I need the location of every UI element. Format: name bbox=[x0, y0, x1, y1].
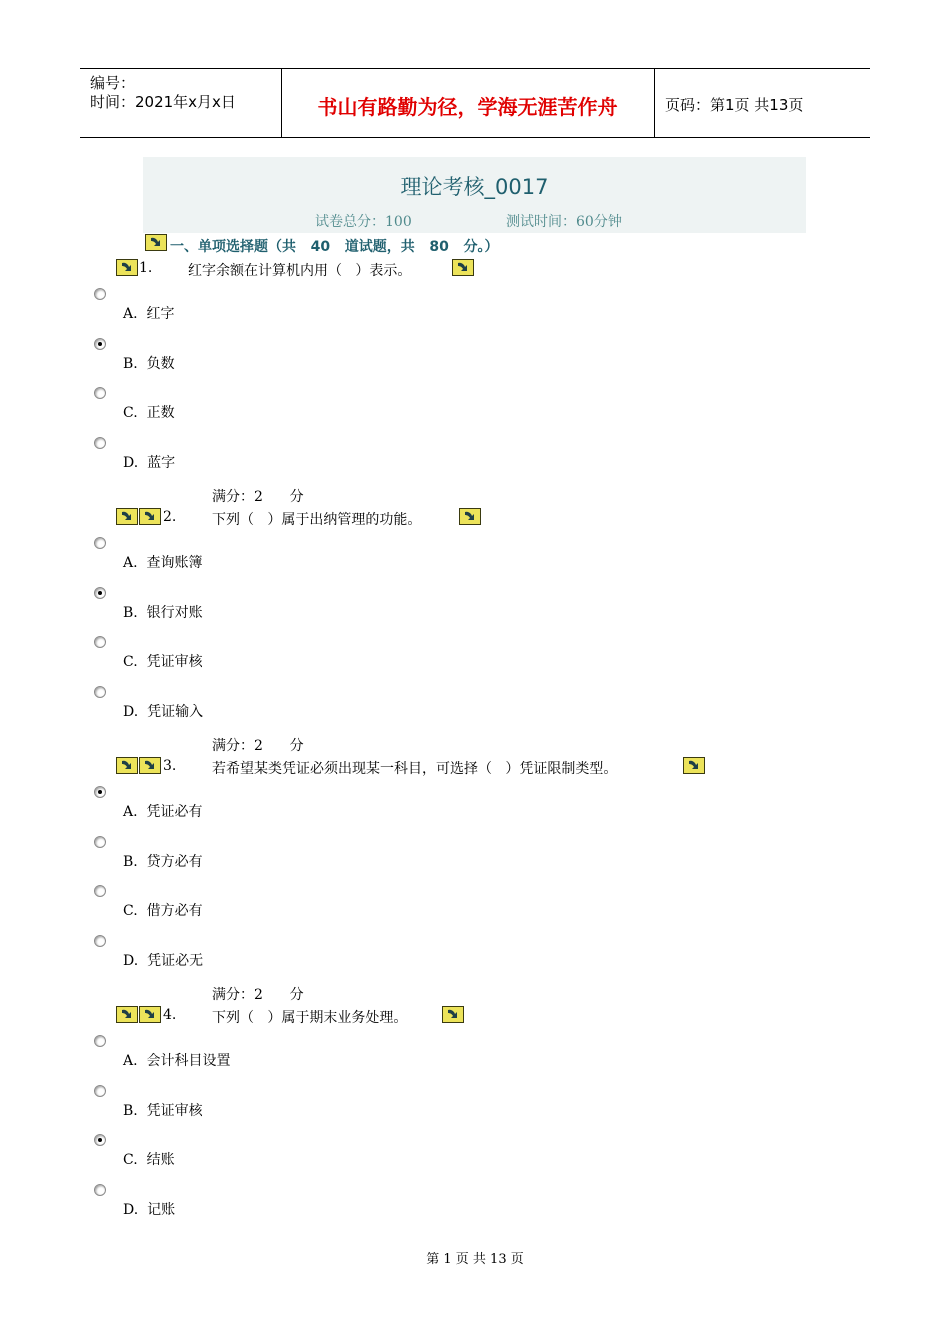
question-score: 满分：2 分 bbox=[212, 489, 304, 505]
option-label: B. 负数 bbox=[123, 355, 175, 372]
option-radio[interactable] bbox=[94, 338, 106, 350]
total-score: 试卷总分：100 bbox=[315, 214, 412, 230]
question-link-icon[interactable] bbox=[116, 259, 138, 276]
option-radio[interactable] bbox=[94, 636, 106, 648]
question-text: 若希望某类凭证必须出现某一科目，可选择（ ）凭证限制类型。 bbox=[212, 761, 618, 777]
option-label: D. 凭证输入 bbox=[123, 704, 204, 721]
exam-title-box bbox=[143, 157, 806, 233]
option-radio[interactable] bbox=[94, 437, 106, 449]
section-title: 一、单项选择题（共 40 道试题，共 80 分。） bbox=[170, 239, 499, 255]
section-link-icon[interactable] bbox=[145, 234, 167, 251]
motto: 书山有路勤为径，学海无涯苦作舟 bbox=[317, 95, 618, 119]
exam-title: 理论考核_0017 bbox=[400, 175, 549, 199]
question-number: 3. bbox=[163, 758, 177, 774]
question-number: 2. bbox=[163, 509, 177, 525]
option-radio[interactable] bbox=[94, 1085, 106, 1097]
header-right-cell bbox=[655, 69, 870, 137]
option-label: C. 借方必有 bbox=[123, 903, 203, 920]
option-label: A. 查询账簿 bbox=[123, 555, 203, 571]
option-label: B. 凭证审核 bbox=[123, 1102, 203, 1119]
option-label: C. 结账 bbox=[123, 1152, 175, 1169]
test-time: 测试时间：60分钟 bbox=[506, 214, 622, 230]
option-radio[interactable] bbox=[94, 786, 106, 798]
option-radio[interactable] bbox=[94, 288, 106, 300]
option-label: C. 正数 bbox=[123, 405, 175, 422]
option-label: B. 贷方必有 bbox=[123, 853, 203, 870]
question-link-icon[interactable] bbox=[442, 1006, 464, 1023]
page-header bbox=[80, 68, 870, 138]
page-info: 页码：第1页 共13页 bbox=[665, 96, 804, 114]
question-text: 下列（ ）属于出纳管理的功能。 bbox=[212, 512, 422, 528]
question-link-icon[interactable] bbox=[452, 259, 474, 276]
question-link-icon[interactable] bbox=[683, 757, 705, 774]
question-score: 满分：2 分 bbox=[212, 987, 304, 1003]
header-left-cell bbox=[80, 69, 282, 137]
question-text: 下列（ ）属于期末业务处理。 bbox=[212, 1010, 408, 1026]
header-middle-cell bbox=[281, 69, 655, 137]
option-label: A. 凭证必有 bbox=[123, 804, 203, 820]
question-number: 4. bbox=[163, 1007, 177, 1023]
question-score: 满分：2 分 bbox=[212, 738, 304, 754]
option-radio[interactable] bbox=[94, 537, 106, 549]
option-label: D. 蓝字 bbox=[123, 455, 176, 472]
question-link-icon[interactable] bbox=[139, 508, 161, 525]
number-label: 编号： bbox=[90, 74, 136, 92]
question-link-icon[interactable] bbox=[139, 1006, 161, 1023]
question-link-icon[interactable] bbox=[116, 508, 138, 525]
option-label: A. 红字 bbox=[123, 306, 175, 322]
question-link-icon[interactable] bbox=[116, 1006, 138, 1023]
option-label: C. 凭证审核 bbox=[123, 654, 203, 671]
question-link-icon[interactable] bbox=[459, 508, 481, 525]
option-radio[interactable] bbox=[94, 1184, 106, 1196]
option-radio[interactable] bbox=[94, 387, 106, 399]
option-label: A. 会计科目设置 bbox=[123, 1053, 231, 1069]
option-radio[interactable] bbox=[94, 1134, 106, 1146]
option-radio[interactable] bbox=[94, 686, 106, 698]
option-label: D. 凭证必无 bbox=[123, 953, 204, 970]
question-link-icon[interactable] bbox=[139, 757, 161, 774]
option-radio[interactable] bbox=[94, 1035, 106, 1047]
time-label: 时间：2021年x月x日 bbox=[90, 93, 236, 111]
option-radio[interactable] bbox=[94, 935, 106, 947]
option-label: D. 记账 bbox=[123, 1202, 176, 1219]
option-radio[interactable] bbox=[94, 836, 106, 848]
question-link-icon[interactable] bbox=[116, 757, 138, 774]
question-number: 1. bbox=[139, 260, 153, 276]
option-radio[interactable] bbox=[94, 885, 106, 897]
page-footer: 第 1 页 共 13 页 bbox=[426, 1252, 524, 1267]
option-label: B. 银行对账 bbox=[123, 604, 203, 621]
question-text: 红字余额在计算机内用（ ）表示。 bbox=[188, 263, 412, 279]
option-radio[interactable] bbox=[94, 587, 106, 599]
